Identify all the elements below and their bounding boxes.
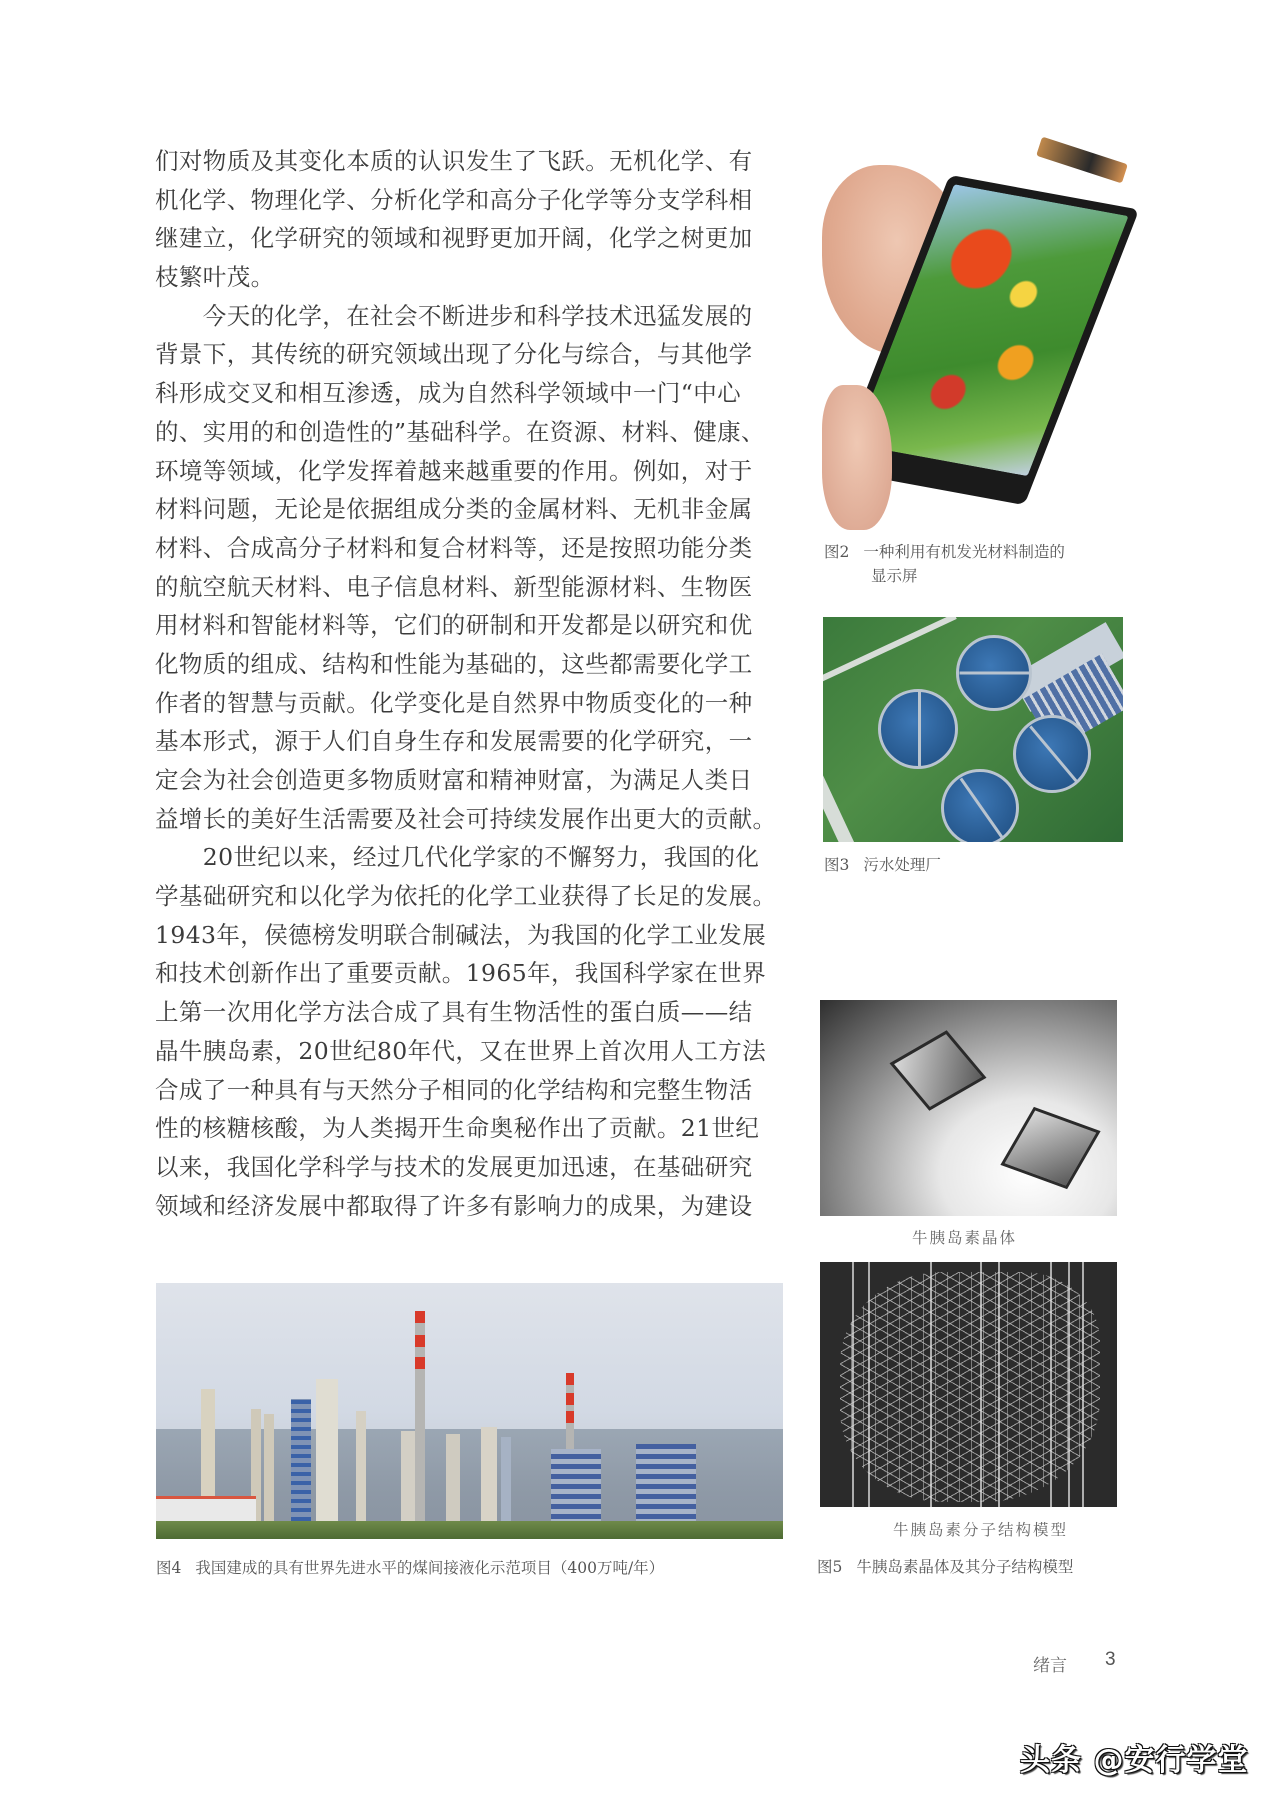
- tank-3: [1013, 715, 1091, 793]
- molecular-mesh: [840, 1272, 1100, 1502]
- subcaption-insulin-model: 牛胰岛素分子结构模型: [893, 1521, 1069, 1539]
- body-line: 合成了一种具有与天然分子相同的化学结构和完整生物活: [155, 1075, 753, 1104]
- body-line: 晶牛胰岛素，20世纪80年代，又在世界上首次用人工方法: [155, 1036, 767, 1065]
- ribbon-cable-image: [1036, 137, 1128, 184]
- body-line: 科形成交叉和相互渗透，成为自然科学领域中一门“中心: [155, 379, 742, 408]
- body-line: 材料、合成高分子材料和复合材料等，还是按照功能分类: [155, 533, 753, 562]
- body-line: 性的核糖核酸，为人类揭开生命奥秘作出了贡献。21世纪: [155, 1114, 760, 1143]
- body-line: 20世纪以来，经过几代化学家的不懈努力，我国的化: [155, 843, 760, 872]
- page-number: 3: [1105, 1649, 1116, 1670]
- body-line: 继建立，化学研究的领域和视野更加开阔，化学之树更加: [155, 224, 753, 253]
- figure-coal-liquefaction-plant: [156, 1283, 783, 1539]
- caption-text: 牛胰岛素晶体及其分子结构模型: [856, 1558, 1074, 1576]
- running-footer-section: 绪言: [1033, 1656, 1067, 1676]
- body-line: 基本形式，源于人们自身生存和发展需要的化学研究，一: [155, 727, 753, 756]
- body-line: 益增长的美好生活需要及社会可持续发展作出更大的贡献。: [155, 804, 777, 833]
- chimney: [415, 1311, 425, 1539]
- body-line: 和技术创新作出了重要贡献。1965年，我国科学家在世界: [155, 959, 767, 988]
- figure-4-caption: [156, 1556, 664, 1580]
- watermark: 头条 @安行学堂: [1020, 1743, 1249, 1778]
- thumb-image: [822, 385, 892, 530]
- figure-3-caption: [824, 853, 941, 877]
- figure-insulin-molecular-model: [820, 1262, 1117, 1507]
- caption-text: 我国建成的具有世界先进水平的煤间接液化示范项目（400万吨/年）: [195, 1559, 665, 1577]
- caption-text: 污水处理厂: [863, 856, 941, 874]
- ground: [156, 1521, 783, 1539]
- body-line: 们对物质及其变化本质的认识发生了飞跃。无机化学、有: [155, 147, 753, 175]
- figure-sewage-plant: [823, 617, 1123, 842]
- body-line: 学基础研究和以化学为依托的化学工业获得了长足的发展。: [155, 882, 777, 911]
- body-line: 以来，我国化学科学与技术的发展更加迅速，在基础研究: [155, 1152, 753, 1181]
- body-line: 枝繁叶茂。: [155, 263, 275, 292]
- tank-1: [956, 635, 1032, 711]
- body-text: [155, 142, 785, 1225]
- body-line: 化物质的组成、结构和性能为基础的，这些都需要化学工: [155, 649, 753, 678]
- body-line: 作者的智慧与贡献。化学变化是自然界中物质变化的一种: [155, 688, 753, 717]
- subcaption-insulin-crystal: 牛胰岛素晶体: [912, 1229, 1018, 1247]
- body-line: 的航空航天材料、电子信息材料、新型能源材料、生物医: [155, 572, 753, 601]
- body-line: 环境等领域，化学发挥着越来越重要的作用。例如，对于: [155, 456, 753, 485]
- figure-number: 图5: [817, 1558, 843, 1576]
- figure-number: 图2: [824, 543, 850, 561]
- body-line: 定会为社会创造更多物质财富和精神财富，为满足人类日: [155, 766, 753, 794]
- figure-number: 图3: [824, 856, 850, 874]
- figure-number: 图4: [156, 1559, 182, 1577]
- caption-text: 一种利用有机发光材料制造的: [863, 543, 1065, 561]
- tank-2: [878, 689, 958, 769]
- body-line: 机化学、物理化学、分析化学和高分子化学等分支学科相: [155, 185, 753, 214]
- body-line: 用材料和智能材料等，它们的研制和开发都是以研究和优: [155, 611, 753, 640]
- body-line: 上第一次用化学方法合成了具有生物活性的蛋白质——结: [155, 998, 753, 1027]
- figure-2-caption: [824, 540, 1065, 588]
- caption-text: 显示屏: [871, 567, 918, 585]
- figure-insulin-crystal: [820, 1000, 1117, 1216]
- tank-4: [941, 769, 1019, 842]
- body-line: 今天的化学，在社会不断进步和科学技术迅猛发展的: [155, 301, 753, 330]
- body-line: 领域和经济发展中都取得了许多有影响力的成果，为建设: [155, 1191, 753, 1220]
- body-line: 背景下，其传统的研究领域出现了分化与综合，与其他学: [155, 340, 753, 369]
- body-line: 1943年，侯德榜发明联合制碱法，为我国的化学工业发展: [155, 920, 767, 949]
- body-line: 材料问题，无论是依据组成分类的金属材料、无机非金属: [155, 495, 753, 524]
- figure-flexible-oled-display: [822, 135, 1140, 530]
- body-line: 的、实用的和创造性的”基础科学。在资源、材料、健康、: [155, 417, 765, 446]
- figure-5-caption: [817, 1555, 1073, 1579]
